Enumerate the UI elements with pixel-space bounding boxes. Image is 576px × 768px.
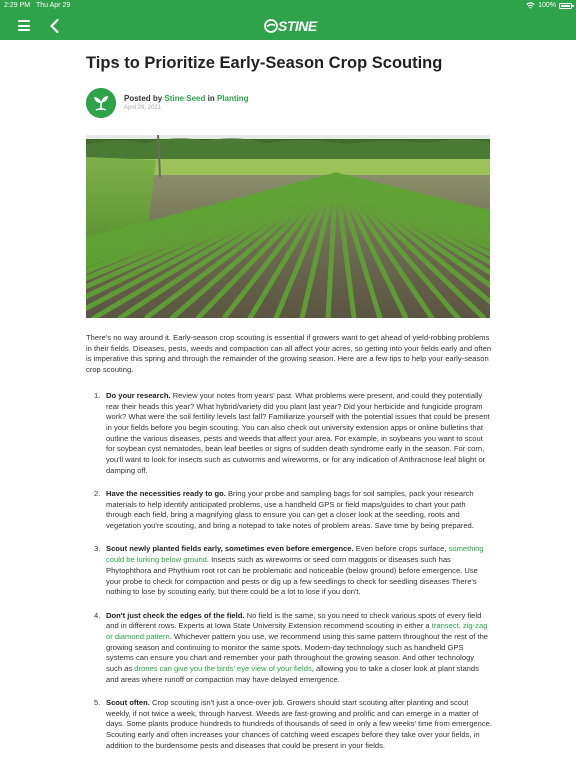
app-header — [0, 11, 576, 40]
status-date: Thu Apr 29 — [36, 2, 71, 9]
tip-text: . Insects such as wireworms or seed corn maggots or diseases such has Phytophthora and Phythium root rot can be problematic and noticeable (below ground) before emergence. Use your probe to check for compaction and pests or dig up a few seedlings to check for seedling diseases There's nothing to lose by scouting early, but there could be a lot to lose if you don't. — [106, 555, 478, 597]
stine-logo-mark — [264, 19, 278, 33]
category-link[interactable]: Planting — [216, 94, 249, 103]
tips-list — [86, 391, 492, 752]
article-link[interactable]: transect, zig-zag or diamond pattern — [106, 621, 488, 641]
tip-heading: Scout often. — [106, 698, 150, 708]
status-bar — [0, 0, 576, 11]
tip-number: 5. — [94, 698, 101, 708]
tip-item — [86, 698, 492, 752]
tip-number: 3. — [94, 544, 101, 554]
article-link[interactable]: something could be lurking below ground — [106, 544, 484, 565]
tip-heading: Have the necessities ready to go. — [106, 489, 226, 499]
article-body — [86, 333, 492, 764]
tip-text: Review your notes from years' past. What problems were present, and could they potentially rear their heads this year? What hybrid/variety did you plant last year? Did your herbicide and fungicide program work? What were the soil fertility levels last fall? Familiarize yourself with the potential issues that could be present in your fields before you begin scouting. You can also check out university extension apps or online bulletins that outline the various diseases, pests and weeds that affect your area. For example, in soybeans you want to scout for soybean cyst nematodes, bean leaf beetles or signs of sudden death syndrome early in the season. For corn, you'll want to look for insects such as cutworms and wireworms, or for any indication of Anthracnose leaf blight or damping off. — [106, 390, 490, 475]
tip-item — [86, 611, 492, 686]
battery-percent: 100% — [538, 2, 556, 9]
tip-number: 2. — [94, 489, 101, 499]
tip-text: . Whichever pattern you use, we recommend using this same pattern throughout the rest of the growing season and continuing to monitor the same spots. Modern-day technology such as handheld GPS systems can ensure you chart and remember your path throughout the growing season. And other technology such as — [106, 631, 489, 674]
tip-item — [86, 544, 492, 598]
tip-text: No field is the same, so you need to check various spots of every field and in different rows. Experts at Iowa State University Extension recommend scouting in either a — [106, 610, 482, 631]
status-right — [526, 0, 572, 11]
tip-text: Bring your probe and sampling bags for soil samples, pack your research materials to help identify anticipated problems, use a handheld GPS or field maps/guides to chart your path through each field, bring a magnifying glass to ensure you can get a closer look at the seedling, roots and vegetation you're scouting, and bring a notepad to take notes of problem areas. Save time by being prepared. — [106, 489, 474, 531]
tip-text: Even before crops surface, — [353, 544, 449, 554]
back-chevron-icon[interactable] — [48, 18, 62, 34]
tip-heading: Don't just check the edges of the field. — [106, 610, 245, 620]
intro-paragraph: There's no way around it. Early-season crop scouting is essential if growers want to get ahead of yield-robbing problems in their fields. Diseases, pests, weeds and compaction can all affect your acres, so getting into your fields early and often is imperative this spring and through the remainder of the growing season. Here are a few tips to help your early-season crop scouting. — [86, 333, 492, 375]
author-row — [86, 88, 506, 118]
tip-item — [86, 489, 492, 532]
tip-heading: Do your research. — [106, 390, 171, 400]
hero-image — [86, 135, 490, 318]
article-link[interactable]: drones can give you the birds' eye view of your fields — [134, 664, 312, 674]
stine-logo — [264, 17, 317, 35]
battery-icon — [559, 3, 572, 9]
tip-number: 4. — [94, 610, 101, 620]
tip-text: Crop scouting isn't just a once-over job. Growers should start scouting after planting and scout weekly, if not twice a week, through harvest. Weeds are fast-growing and prolific and can emerge in a matter of days. Some plants produce hundreds to hundreds of thousands of seed in only a few weeks' time from emergence. Scouting early and often increases your chances of catching weed escapes before they take over your fields, in addition to the burdensome pests and diseases that could be present in your fields. — [106, 698, 492, 750]
tip-number: 1. — [94, 390, 101, 400]
status-time: 2:29 PM — [4, 2, 31, 9]
author-avatar[interactable] — [86, 88, 116, 118]
wifi-icon — [526, 2, 535, 9]
byline — [124, 94, 249, 103]
article-title: Tips to Prioritize Early-Season Crop Scouting — [86, 54, 443, 72]
tip-heading: Scout newly planted fields early, sometimes even before emergence. — [106, 544, 354, 554]
author-link[interactable]: Stine Seed — [164, 94, 206, 103]
menu-button[interactable] — [18, 20, 30, 31]
tip-text: , allowing you to take a closer look at plant stands and areas where runoff or compaction may have delayed emergence. — [106, 664, 479, 684]
logo-text: STINE — [278, 18, 317, 34]
byline-prefix: Posted by — [124, 94, 163, 103]
publish-date: April 29, 2021 — [124, 105, 162, 111]
tip-item — [86, 391, 492, 477]
byline-in: in — [207, 94, 215, 103]
